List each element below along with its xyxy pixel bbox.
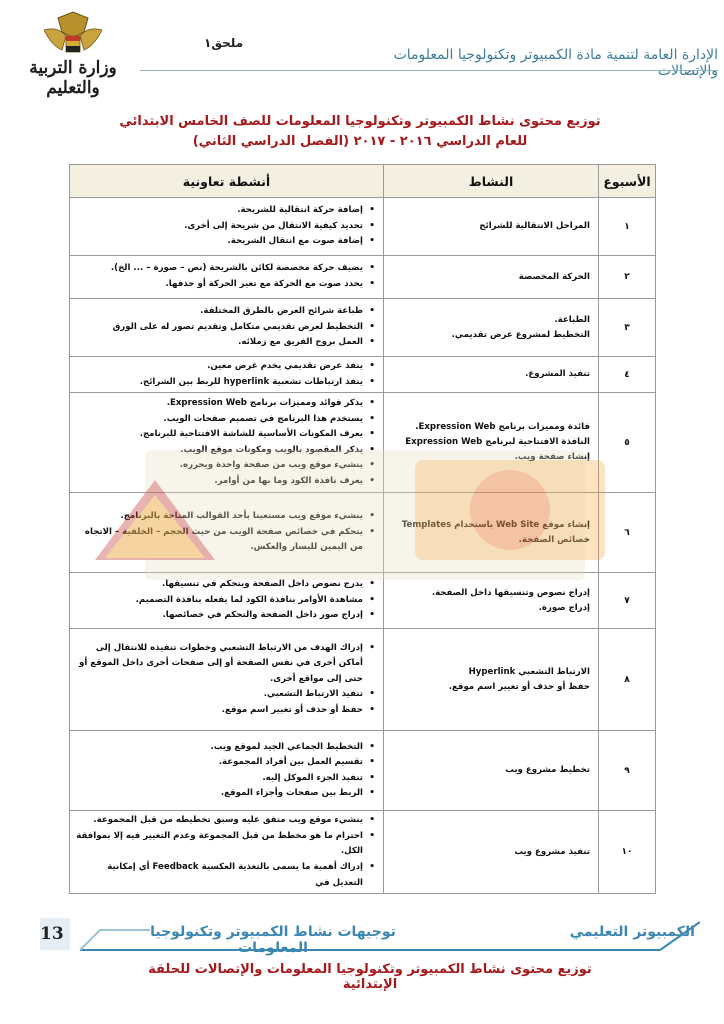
header-activity: النشاط <box>384 165 599 198</box>
coop-list <box>74 359 377 390</box>
activity-cell <box>384 493 599 573</box>
coop-list-item: • يضيف حركة مخصصة لكائن بالشريحة (نص – صورة – ... الخ). <box>74 261 363 277</box>
table-row <box>70 393 656 493</box>
activity-line: التخطيط لمشروع عرض تقديمي. <box>451 329 590 340</box>
table-header-row <box>70 165 656 198</box>
coop-list <box>74 509 377 556</box>
coop-list-item: • يستخدم هذا البرنامج في تصميم صفحات الويب. <box>74 412 363 428</box>
coop-list-item: • إدراك الهدف من الارتباط التشعبي وخطوات تنفيذه للانتقال إلى أماكن أخرى في نفس الصفحة أو إلى صفحات أخرى داخل الموقع أو حتى إلى مواقع أخرى. <box>74 641 363 688</box>
activity-cell <box>384 393 599 493</box>
footer-guidance-title: توجيهات نشاط الكمبيوتر وتكنولوجيا المعلومات <box>150 924 396 956</box>
page-number: 13 <box>40 924 64 944</box>
activity-line: الحركة المخصصة <box>518 271 590 282</box>
coop-list-item: • الربط بين صفحات وأجزاء الموقع. <box>74 786 363 802</box>
activity-cell <box>384 629 599 731</box>
table-body <box>70 198 656 894</box>
week-number: ٥ <box>599 393 656 493</box>
coop-activities-cell <box>70 393 384 493</box>
coop-list-item: • ينشيء موقع ويب من صفحة واحدة ويحرره. <box>74 458 363 474</box>
coop-activities-cell <box>70 493 384 573</box>
week-number: ٣ <box>599 299 656 357</box>
activity-line: إنشاء موقع Web Site باستخدام Templates <box>401 519 590 530</box>
activity-line: الطباعة. <box>554 314 590 325</box>
table-row <box>70 629 656 731</box>
coop-list <box>74 740 377 802</box>
coop-list-item: • إدراج صور داخل الصفحة والتحكم في خصائصها. <box>74 608 363 624</box>
coop-list-item: • احترام ما هو مخطط من قبل المجموعة وعدم التغيير فيه إلا بموافقة الكل. <box>74 829 363 860</box>
ministry-department-title: الإدارة العامة لتنمية مادة الكمبيوتر وتكنولوجيا المعلومات والإتصالات <box>393 47 718 79</box>
coop-activities-cell <box>70 731 384 811</box>
coop-list-item: • إضافة حركة انتقالية للشريحة. <box>74 203 363 219</box>
activity-cell <box>384 731 599 811</box>
coop-list-item: • يعرف نافذة الكود وما بها من أوامر. <box>74 474 363 490</box>
coop-list-item: • حفظ أو حذف أو تغيير اسم موقع. <box>74 703 363 719</box>
coop-list-item: • التخطيط الجماعي الجيد لموقع ويب. <box>74 740 363 756</box>
ministry-logo-text: وزارة التربية والتعليم <box>29 58 117 98</box>
table-row <box>70 357 656 393</box>
distribution-table <box>69 164 656 894</box>
coop-list-item: • تنفيذ الارتباط التشعبي. <box>74 687 363 703</box>
activity-line: حفظ أو حذف أو تغيير اسم موقع. <box>448 681 590 692</box>
activity-line: تنفيذ المشروع. <box>525 369 590 380</box>
week-number: ١ <box>599 198 656 256</box>
coop-list-item: • ينشيء موقع ويب متفق عليه وسبق تخطيطه من قبل المجموعة. <box>74 813 363 829</box>
week-number: ٢ <box>599 256 656 299</box>
coop-list-item: • تنفيذ الجزء الموكل إليه. <box>74 771 363 787</box>
coop-list-item: • ينشيء موقع ويب مستعينا بأحد القوالب المتاحة بالبرنامج. <box>74 509 363 525</box>
coop-list-item: • يدرج نصوص داخل الصفحة ويتحكم في تنسيقها. <box>74 577 363 593</box>
coop-list <box>74 396 377 490</box>
coop-list-item: • تحديد كيفية الانتقال من شريحة إلى أخرى. <box>74 219 363 235</box>
coop-activities-cell <box>70 299 384 357</box>
coop-list-item: • طباعة شرائح العرض بالطرق المختلفة. <box>74 304 363 320</box>
activity-line: الارتباط التشعبي Hyperlink <box>468 666 590 677</box>
coop-list-item: • مشاهدة الأوامر بنافذة الكود لما يفعله بنافذة التصميم. <box>74 593 363 609</box>
week-number: ١٠ <box>599 811 656 894</box>
coop-list <box>74 261 377 292</box>
coop-activities-cell <box>70 629 384 731</box>
coop-activities-cell <box>70 573 384 629</box>
coop-list <box>74 203 377 250</box>
activity-cell <box>384 357 599 393</box>
coop-activities-cell <box>70 357 384 393</box>
header-coop: أنشطة تعاونية <box>70 165 384 198</box>
footer-bottom-title: توزيع محتوى نشاط الكمبيوتر وتكنولوجيا المعلومات والإتصالات للحلقة الإبتدائية <box>148 962 592 992</box>
table-row <box>70 493 656 573</box>
table-row <box>70 256 656 299</box>
footer-cs-label: الكمبيوتر التعليمي <box>569 924 695 940</box>
coop-list <box>74 641 377 719</box>
header-divider <box>140 70 718 71</box>
activity-line: المراحل الانتقالية للشرائح <box>479 221 590 231</box>
table-row <box>70 299 656 357</box>
activity-line: خصائص الصفحة. <box>518 534 590 545</box>
coop-list-item: • ينفذ عرض تقديمي يخدم غرض معين. <box>74 359 363 375</box>
title-line-2: للعام الدراسي ٢٠١٦ - ٢٠١٧ (الفصل الدراسي الثاني) <box>192 134 528 149</box>
week-number: ٩ <box>599 731 656 811</box>
coop-activities-cell <box>70 256 384 299</box>
ministry-logo <box>14 10 132 98</box>
coop-activities-cell <box>70 811 384 894</box>
week-number: ٨ <box>599 629 656 731</box>
table-row <box>70 731 656 811</box>
activity-line: تخطيط مشروع ويب <box>505 765 590 776</box>
activity-line: إنشاء صفحة ويب. <box>514 452 590 463</box>
title-line-1: توزيع محتوى نشاط الكمبيوتر وتكنولوجيا المعلومات للصف الخامس الابتدائي <box>119 114 601 129</box>
coop-list <box>74 304 377 351</box>
coop-list-item: • العمل بروح الفريق مع زملائه. <box>74 335 363 351</box>
coop-list-item: • يذكر فوائد ومميزات برنامج Expression Web. <box>74 396 363 412</box>
annex-label: ملحق١ <box>204 36 244 50</box>
coop-activities-cell <box>70 198 384 256</box>
week-number: ٧ <box>599 573 656 629</box>
table-row <box>70 198 656 256</box>
coop-list-item: • إضافة صوت مع انتقال الشريحة. <box>74 234 363 250</box>
table-row <box>70 811 656 894</box>
coop-list-item: • إدراك أهمية ما يسمى بالتغذية العكسية Feedback أي إمكانية التعديل في <box>74 860 363 891</box>
activity-line: النافذة الافتتاحية لبرنامج Expression Web <box>405 437 590 448</box>
coop-list <box>74 813 377 891</box>
coop-list-item: • ينفذ ارتباطات تشعبية hyperlink للربط بين الشرائح. <box>74 375 363 391</box>
activity-cell <box>384 256 599 299</box>
header-week: الأسبوع <box>599 165 656 198</box>
coop-list-item: • يذكر المقصود بالويب ومكونات موقع الويب. <box>74 443 363 459</box>
coop-list <box>74 577 377 624</box>
activity-cell <box>384 573 599 629</box>
week-number: ٦ <box>599 493 656 573</box>
activity-line: إدراج نصوص وتنسيقها داخل الصفحة. <box>431 587 590 598</box>
table-row <box>70 573 656 629</box>
coop-list-item: • يتحكم في خصائص صفحة الويب من حيث الحجم – الخلفية – الاتجاه من اليمين لليسار والعكس. <box>74 525 363 556</box>
week-number: ٤ <box>599 357 656 393</box>
activity-cell <box>384 811 599 894</box>
activity-cell <box>384 299 599 357</box>
activity-line: إدراج صورة. <box>538 602 590 613</box>
coop-list-item: • تقسيم العمل بين أفراد المجموعة. <box>74 755 363 771</box>
document-title <box>60 112 660 152</box>
coop-list-item: • يعرف المكونات الأساسية للشاشة الافتتاحية للبرنامج. <box>74 427 363 443</box>
activity-cell <box>384 198 599 256</box>
activity-line: تنفيذ مشروع ويب <box>514 846 590 857</box>
activity-line: فائدة ومميزات برنامج Expression Web. <box>415 422 590 433</box>
coop-list-item: • يحدد صوت مع الحركة مع تغير الحركة أو حذفها. <box>74 277 363 293</box>
coop-list-item: • التخطيط لعرض تقديمي متكامل وتقديم تصور له على الورق <box>74 320 363 336</box>
page-header <box>0 0 724 100</box>
